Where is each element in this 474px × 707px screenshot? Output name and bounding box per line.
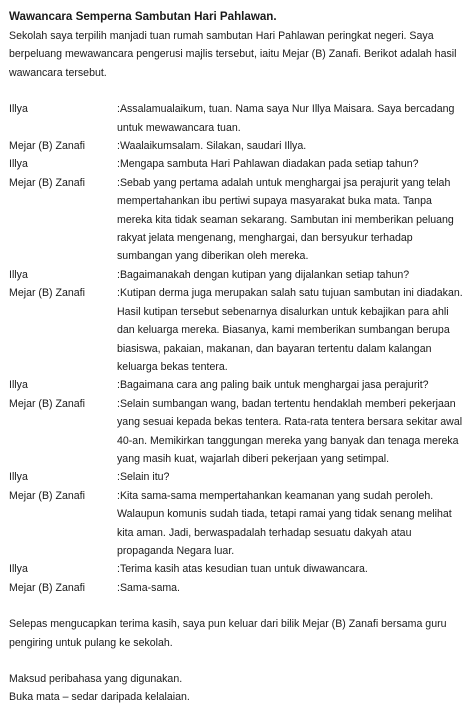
dialogue-line <box>9 376 466 394</box>
speaker-name: Mejar (B) Zanafi <box>9 287 85 300</box>
utterance: :Bagaimana cara ang paling baik untuk menghargai jasa perajurit? <box>117 379 429 392</box>
speaker-name: Mejar (B) Zanafi <box>9 489 85 502</box>
spacer <box>9 82 466 100</box>
dialogue-line <box>9 155 466 173</box>
utterance: :Kutipan derma juga merupakan salah satu tujuan sambutan ini diadakan. Hasil kutipan tersebut sebenarnya disalurkan untuk kebajikan para ahli dan keluarga mereka. Biasanya, kami memberikan sumbangan berupa biasiswa, pakaian, makanan, dan bayaran tertentu dalam kalangan keluarga bekas tentera. <box>117 287 463 373</box>
utterance: :Assalamualaikum, tuan. Nama saya Nur Illya Maisara. Saya bercadang untuk mewawancara tuan. <box>117 103 455 134</box>
dialogue <box>9 100 466 597</box>
speaker-name: Illya <box>9 471 28 484</box>
utterance: :Kita sama-sama mempertahankan keamanan yang sudah peroleh. Walaupun komunis sudah tiada, tetapi ramai yang tidak senang melihat kita aman. Jadi, berwaspadalah terhadap sesuatu dakyah atau propaganda Negara luar. <box>117 489 452 557</box>
spacer <box>9 597 466 615</box>
document-title: Wawancara Semperna Sambutan Hari Pahlawan. <box>9 10 277 23</box>
spacer <box>9 652 466 670</box>
dialogue-line <box>9 560 466 578</box>
utterance: :Terima kasih atas kesudian tuan untuk diwawancara. <box>117 563 368 576</box>
utterance: :Sama-sama. <box>117 581 180 594</box>
speaker-name: Mejar (B) Zanafi <box>9 397 85 410</box>
closing-paragraph: Selepas mengucapkan terima kasih, saya pun keluar dari bilik Mejar (B) Zanafi bersama guru pengiring untuk pulang ke sekolah. <box>9 618 447 649</box>
speaker-name: Illya <box>9 158 28 171</box>
speaker-name: Illya <box>9 563 28 576</box>
utterance: :Bagaimanakah dengan kutipan yang dijalankan setiap tahun? <box>117 268 410 281</box>
utterance: :Waalaikumsalam. Silakan, saudari Illya. <box>117 140 307 153</box>
dialogue-line <box>9 487 466 561</box>
dialogue-line <box>9 137 466 155</box>
dialogue-line <box>9 100 466 137</box>
utterance: :Mengapa sambuta Hari Pahlawan diadakan pada setiap tahun? <box>117 158 419 171</box>
utterance: :Selain itu? <box>117 471 170 484</box>
speaker-name: Illya <box>9 268 28 281</box>
dialogue-line <box>9 266 466 284</box>
dialogue-line <box>9 395 466 469</box>
speaker-name: Mejar (B) Zanafi <box>9 140 85 153</box>
speaker-name: Mejar (B) Zanafi <box>9 581 85 594</box>
speaker-name: Mejar (B) Zanafi <box>9 176 85 189</box>
proverb-meaning: Buka mata – sedar daripada kelalaian. <box>9 691 190 704</box>
dialogue-line <box>9 174 466 266</box>
utterance: :Selain sumbangan wang, badan tertentu hendaklah memberi pekerjaan yang sesuai kepada bekas tentera. Rata-rata tentera bersara sekitar awal 40-an. Memikirkan tanggungan mereka yang banyak dan tenaga mereka yang masih kuat, wajarlah diberi pekerjaan yang setimpal. <box>117 397 463 465</box>
intro-paragraph: Sekolah saya terpilih manjadi tuan rumah sambutan Hari Pahlawan peringkat negeri. Saya berpeluang mewawancara pengerusi majlis tersebut, iaitu Mejar (B) Zanafi. Berikot adalah hasil wawancara tersebut. <box>9 30 457 79</box>
dialogue-line <box>9 579 466 597</box>
dialogue-line <box>9 468 466 486</box>
dialogue-line <box>9 284 466 376</box>
utterance: :Sebab yang pertama adalah untuk menghargai jsa perajurit yang telah mempertahankan ibu pertiwi supaya masyarakat buka mata. Tanpa mereka kita tidak seaman sekarang. Sambutan ini memberikan peluang rakyat jelata mengenang, menghargai, dan bersyukur terhadap sumbangan yang diberikan oleh mereka. <box>117 176 454 263</box>
speaker-name: Illya <box>9 103 28 116</box>
proverb-heading: Maksud peribahasa yang digunakan. <box>9 673 183 685</box>
speaker-name: Illya <box>9 379 28 392</box>
